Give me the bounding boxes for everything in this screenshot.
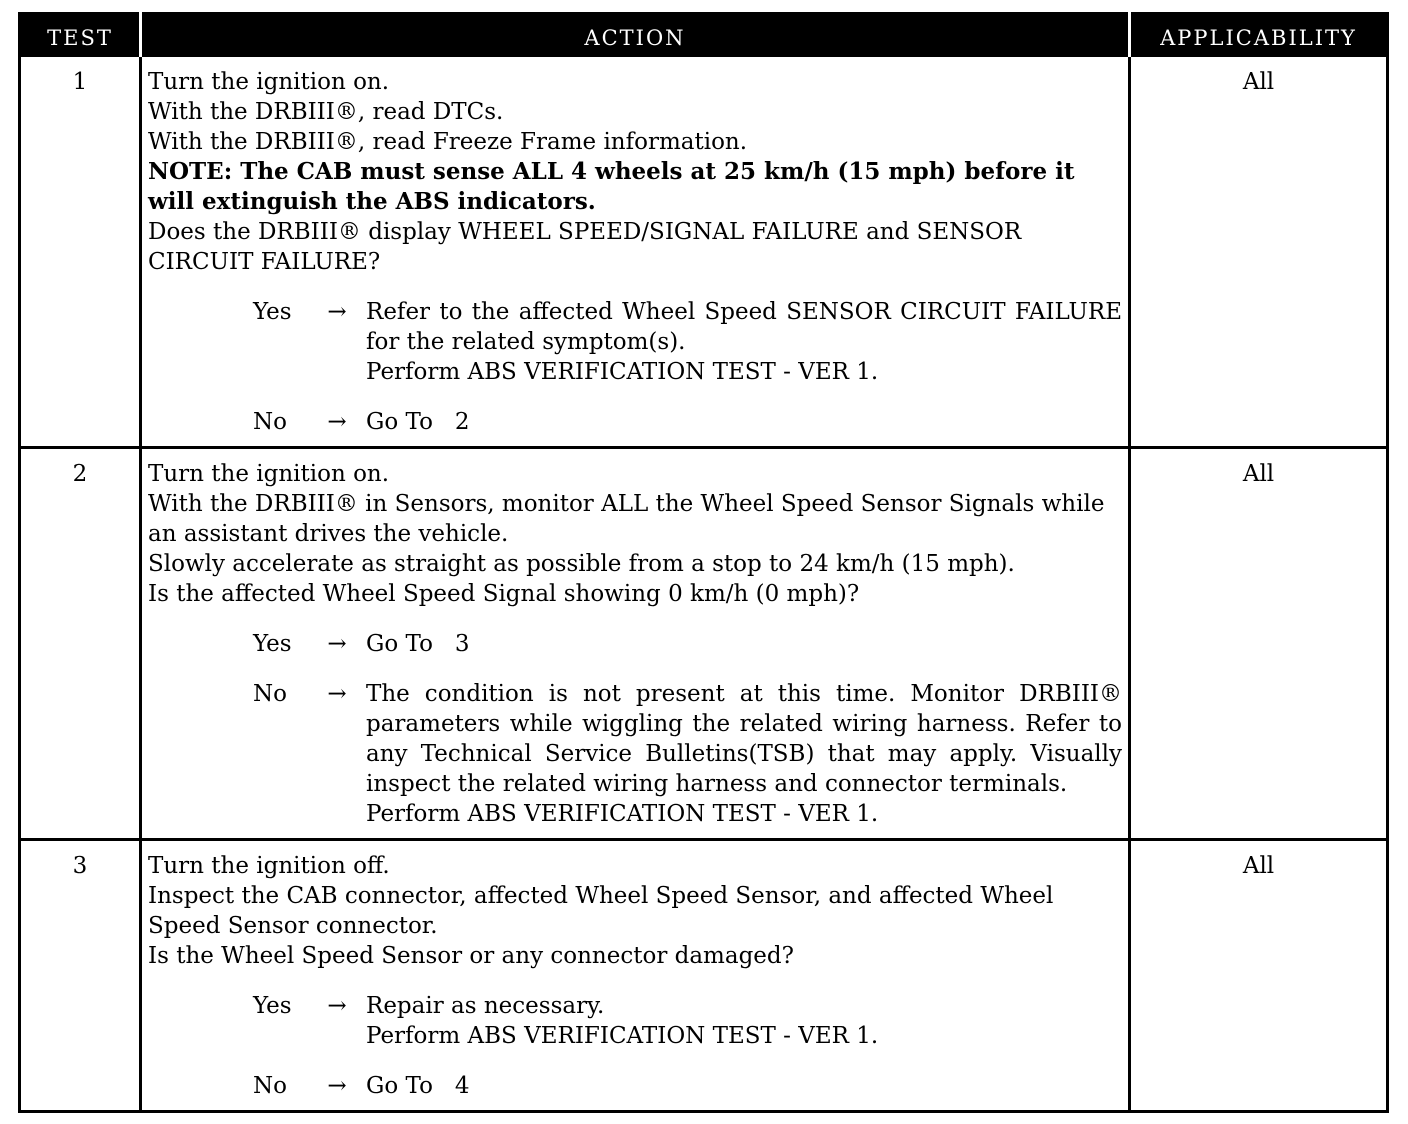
action-cell [141,840,1130,1112]
action-line: Turn the ignition off. [148,853,390,879]
test-number: 2 [20,448,141,840]
action-question: Does the DRBIII® display WHEEL SPEED/SIGNAL FAILURE and SENSOR CIRCUIT FAILURE? [148,219,1022,275]
action-note: NOTE: The CAB must sense ALL 4 wheels at 25 km/h (15 mph) before it will extinguish the ABS indicators. [148,158,1075,215]
applicability-value: All [1130,56,1388,448]
answer-subtext: Perform ABS VERIFICATION TEST - VER 1. [366,801,879,827]
test-number: 3 [20,840,141,1112]
table-row [20,448,1388,840]
action-line: Slowly accelerate as straight as possible from a stop to 24 km/h (15 mph). [148,551,1015,577]
answer-text: Go To 2 [366,409,470,435]
arrow-right-icon: → [327,409,347,435]
action-question: Is the Wheel Speed Sensor or any connector damaged? [148,943,794,969]
table-header [20,14,1388,56]
action-line: With the DRBIII®, read Freeze Frame information. [148,129,748,155]
answer-body [366,1071,1122,1101]
answer-yes [253,629,1122,659]
answer-body [366,297,1122,387]
arrow-right-icon: → [327,1073,347,1099]
applicability-value: All [1130,840,1388,1112]
answer-label: Yes [253,631,292,657]
answer-body [366,991,1122,1051]
table-row [20,56,1388,448]
action-line: Turn the ignition on. [148,69,390,95]
action-line: Turn the ignition on. [148,461,390,487]
diagnostic-test-table [18,12,1389,1113]
action-line: Inspect the CAB connector, affected Wheel Speed Sensor, and affected Wheel Speed Sensor connector. [148,883,1054,939]
action-question: Is the affected Wheel Speed Signal showing 0 km/h (0 mph)? [148,581,860,607]
answer-no [253,1071,1122,1101]
answer-text: Go To 3 [366,631,470,657]
answer-body [366,629,1122,659]
answer-text: Refer to the affected Wheel Speed SENSOR CIRCUIT FAILURE for the related symptom(s). [366,299,1122,355]
header-action: ACTION [141,14,1130,56]
action-line: With the DRBIII® in Sensors, monitor ALL the Wheel Speed Sensor Signals while an assistant drives the vehicle. [148,491,1105,547]
arrow-right-icon: → [327,631,347,657]
arrow-right-icon: → [327,993,347,1019]
answer-body [366,679,1122,829]
answer-text: Repair as necessary. [366,993,605,1019]
answer-label: Yes [253,993,292,1019]
answer-label: No [253,409,287,435]
answer-label: No [253,1073,287,1099]
answer-yes [253,297,1122,387]
answer-body [366,407,1122,437]
table-row [20,840,1388,1112]
answer-label: Yes [253,299,292,325]
answer-text: The condition is not present at this time. Monitor DRBIII® parameters while wiggling the related wiring harness. Refer to any Technical Service Bulletins(TSB) that may apply. Visually inspect the related wiring harness and connector terminals. [366,681,1122,797]
answer-no [253,679,1122,829]
answer-subtext: Perform ABS VERIFICATION TEST - VER 1. [366,359,879,385]
header-test: TEST [47,25,113,50]
arrow-right-icon: → [327,681,347,707]
action-cell [141,448,1130,840]
arrow-right-icon: → [327,299,347,325]
test-number: 1 [20,56,141,448]
answer-yes [253,991,1122,1051]
header-applicability: APPLICABILITY [1130,14,1388,56]
answer-subtext: Perform ABS VERIFICATION TEST - VER 1. [366,1023,879,1049]
applicability-value: All [1130,448,1388,840]
action-line: With the DRBIII®, read DTCs. [148,99,504,125]
action-cell [141,56,1130,448]
answer-text: Go To 4 [366,1073,470,1099]
answer-no [253,407,1122,437]
answer-label: No [253,681,287,707]
